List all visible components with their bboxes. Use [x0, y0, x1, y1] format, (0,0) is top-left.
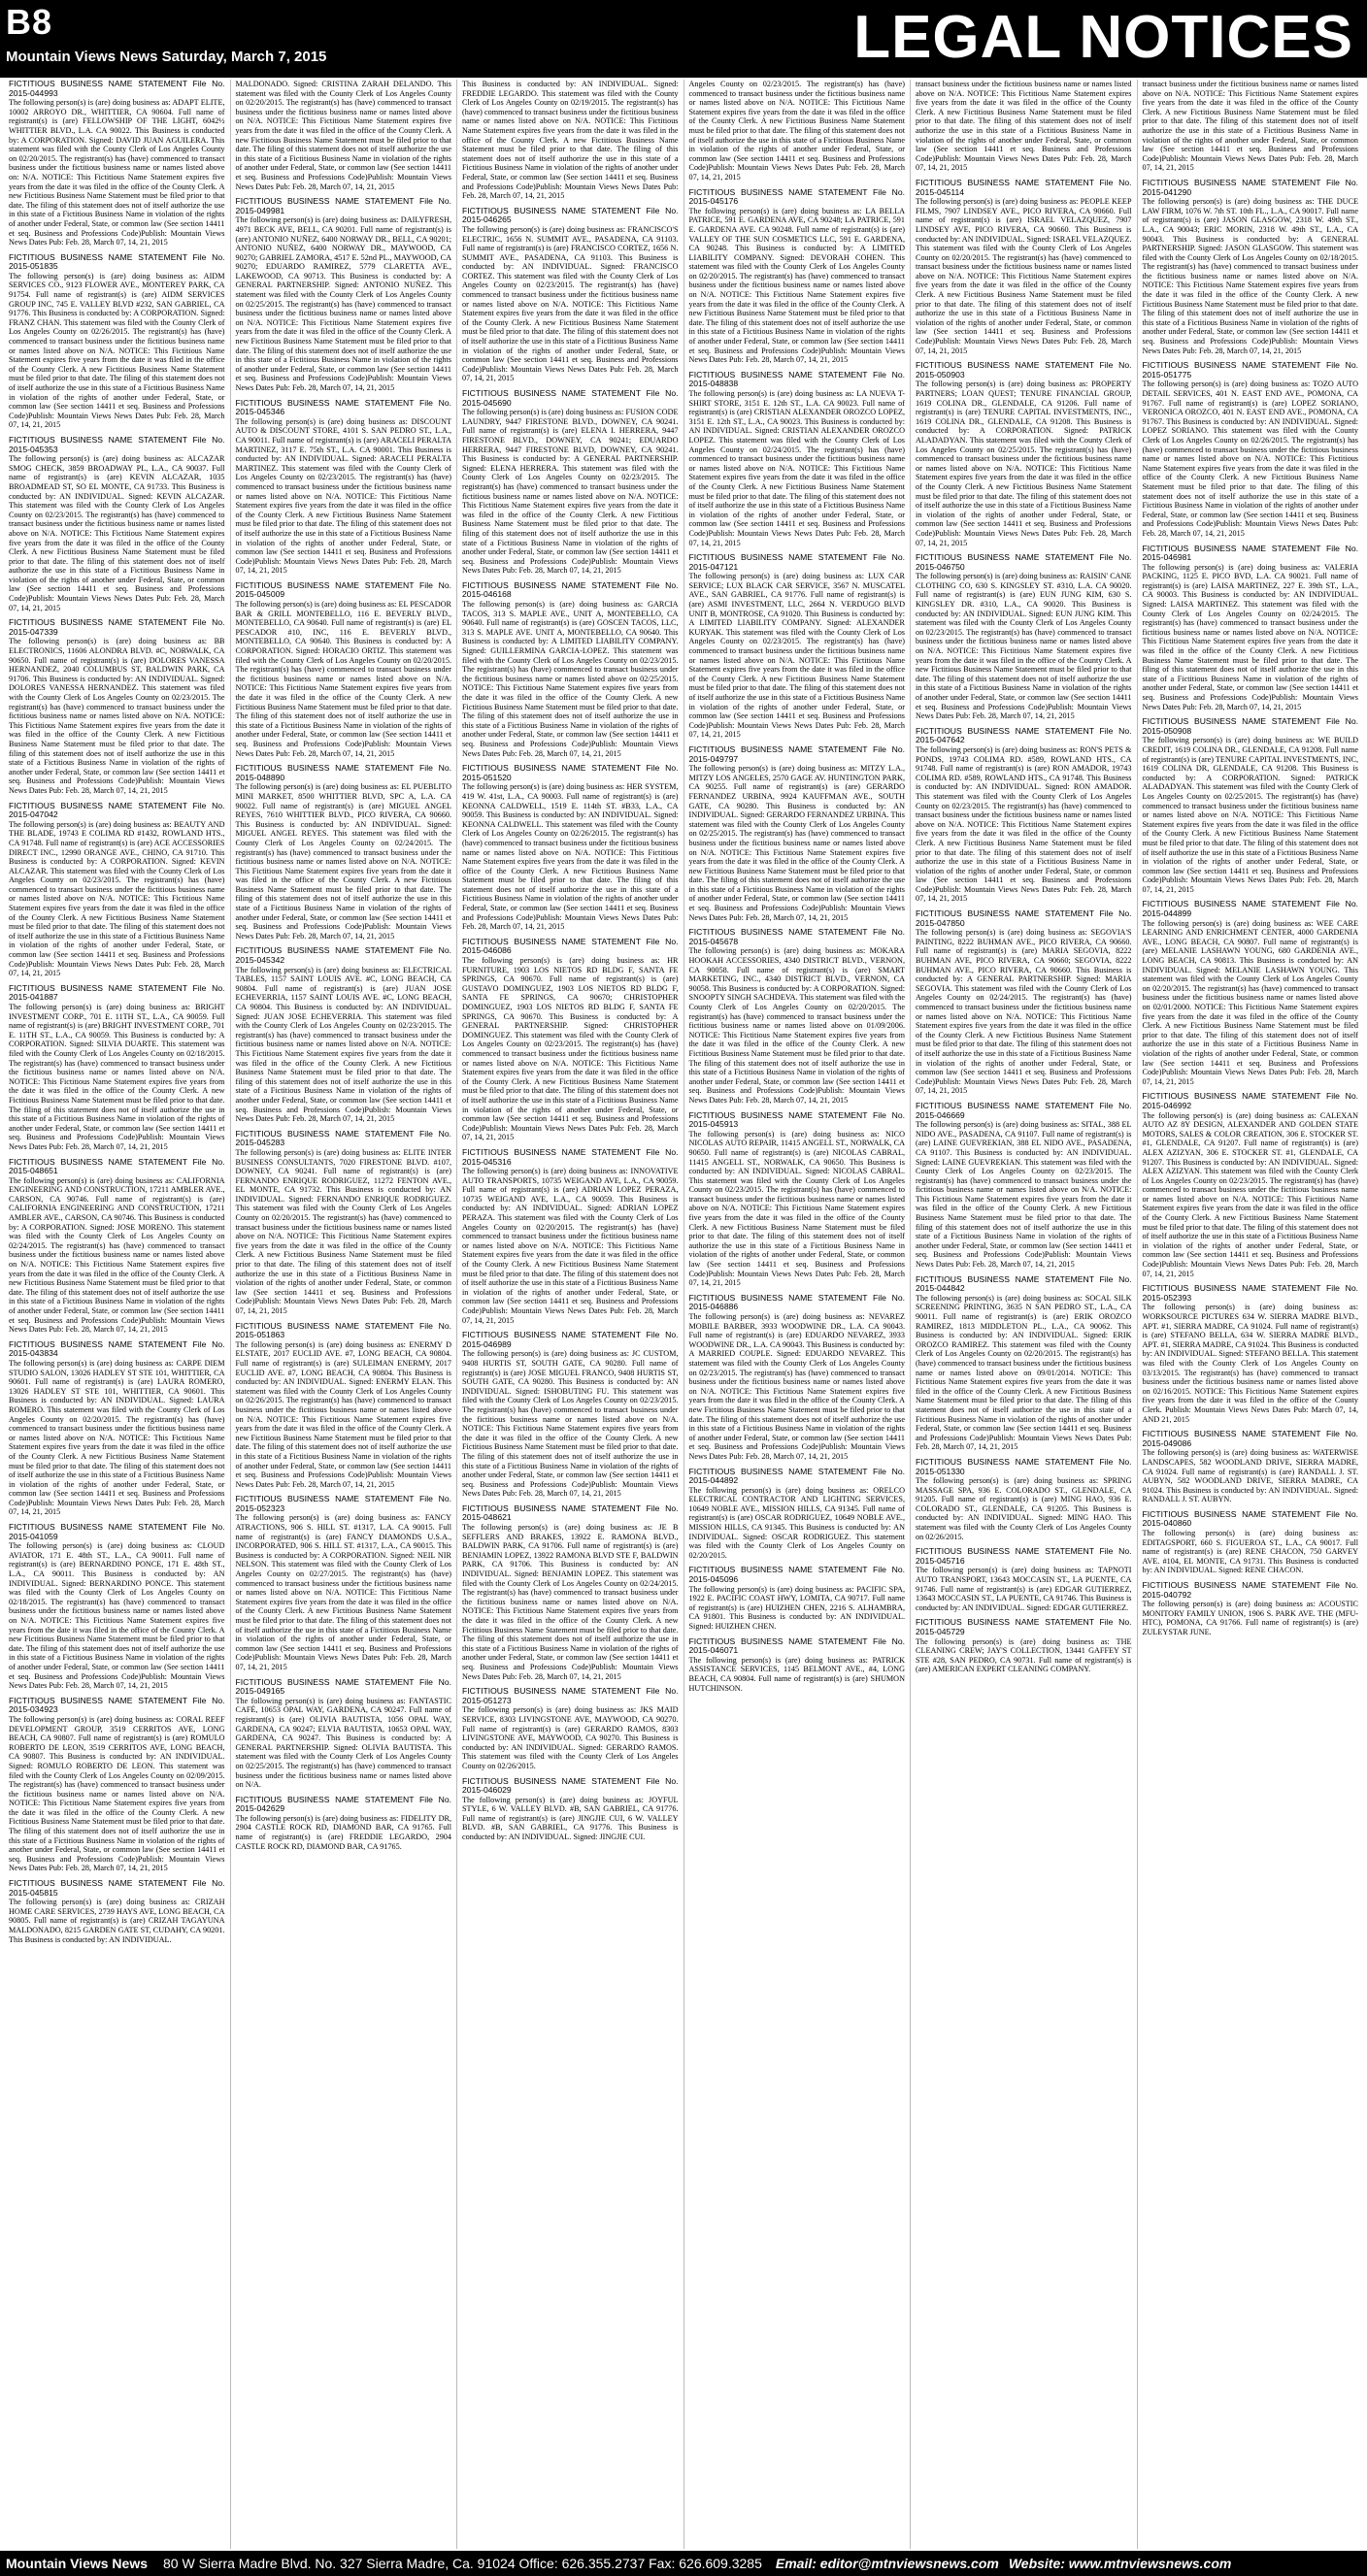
legal-notice [1143, 900, 1359, 1086]
notice-header: FICTITIOUS BUSINESS NAME STATEMENT File No. 2015-045342 [235, 945, 451, 966]
legal-notice [689, 188, 906, 365]
notice-body: The following person(s) is (are) doing business as: MOKARA HOOKAH ACCESSORIES, 4340 DISTRICT BLVD., VERNON, CA 90058. Full name of registrant(s) is (are) SMART MARKETING, INC., 4340 DISTRICT BLVD., VERNON, CA 90058. This Business is conducted by: A CORPORATION. Signed: SNOOPTY SINGH SACHDEVA. This statement was filed with the County Clerk of Los Angeles County on 02/20/2015. The registrant(s) has (have) commenced to transact business under the fictitious business name or names listed above on 01/09/2006. NOTICE: This Fictitious Name Statement expires five years from the date it was filed in the office of the County Clerk. A new Fictitious Business Name Statement must be filed prior to that date. The filing of this statement does not of itself authorize the use in this state of a Fictitious Business Name in violation of the rights of another under Federal, State, or common law (See section 14411 et seq. Business and Professions Code)Publish: Mountain Views News Dates Pub: Feb. 28, March 07, 14, 21, 2015 [688, 946, 905, 1105]
notice-body: The following person(s) is (are) doing business as: VALERIA PACKING, 1125 E. PICO BVD, L.A. CA 90021. Full name of registrant(s) is (are) LAISA MARTINEZ, 227 E. 39th ST., L.A., CA 90003. This Business is conducted by: AN INDIVIDUAL. Signed: LAISA MARTINEZ. This statement was filed with the County Clerk of Los Angeles County on 02/24/2015. The registrant(s) has (have) commenced to transact business under the fictitious business name or names listed above on N/A. NOTICE: This Fictitious Name Statement expires five years from the date it was filed in the office of the County Clerk. A new Fictitious Business Name Statement must be filed prior to that date. The filing of this statement does not of itself authorize the use in this state of a Fictitious Business Name in violation of the rights of another under Federal, State, or common law (See section 14411 et seq. Business and Professions Code)Publish: Mountain Views News Dates Pub: Feb. 28, March 07, 14, 21, 2015 [1142, 562, 1358, 711]
notice-header: FICTITIOUS BUSINESS NAME STATEMENT File No. 2015-045729 [916, 1617, 1132, 1636]
legal-notice [689, 80, 906, 182]
notice-body: The following person(s) is (are) doing business as: LUX CAR SERVICE; LUX BLACK CAR SERVICE, 3567 N. MUSCATEL AVE., SAN GABRIEL, CA 91776. Full name of registrant(s) is (are) ASMI INVESTMENT, LLC, 2664 N. VERDUGO BLVD UNIT B, MONTROSE, CA 91020. This Business is conducted by: A LIMITED LIABILITY COMPANY. Signed: ALEXANDER KURYAK. This statement was filed with the County Clerk of Los Angeles County on 02/23/2015. The registrant(s) has (have) commenced to transact business under the fictitious business name or names listed above on N/A. NOTICE: This Fictitious Name Statement expires five years from the date it was filed in the office of the County Clerk. A new Fictitious Business Name Statement must be filed prior to that date. The filing of this statement does not of itself authorize the use in this state of a Fictitious Business Name in violation of the rights of another under Federal, State, or common law (See section 14411 et seq. Business and Professions Code)Publish: Mountain Views News Dates Pub: Feb. 28, March 07, 14, 21, 2015 [688, 572, 905, 740]
notice-body: This Business is conducted by: AN INDIVIDUAL. Signed: FREDDIE LEGARDO. This statement was filed with the County Clerk of Los Angeles County on 02/19/2015. The registrant(s) has (have) commenced to transact business under the fictitious business name or names listed above on N/A. NOTICE: This Fictitious Name Statement expires five years from the date it was filed in the office of the County Clerk. A new Fictitious Business Name Statement must be filed prior to that date. The filing of this statement does not of itself authorize the use in this state of a Fictitious Business Name in violation of the rights of another under Federal, State, or common law (See section 14411 et seq. Business and Professions Code)Publish: Mountain Views News Dates Pub: Feb. 28, March 07, 14, 21, 2015 [462, 80, 679, 201]
notice-header: FICTITIOUS BUSINESS NAME STATEMENT File No. 2015-047642 [916, 725, 1132, 745]
notice-body: The following person(s) is (are) doing business as: FRANCISCO'S ELECTRIC, 1656 N. SUMMIT AVE., PASADENA, CA 91103. Full name of registrant(s) is (are) FRANCISCO CORTEZ, 1656 N. SUMMIT AVE., PASADENA, CA 91103. This Business is conducted by: AN INDIVIDUAL. Signed: FRANCISCO CORTEZ. This statement was filed with the County Clerk of Los Angeles County on 02/23/2015. The registrant(s) has (have) commenced to transact business under the fictitious business name or names listed above on N/A. NOTICE: This Fictitious Name Statement expires five years from the date it was filed in the office of the County Clerk. A new Fictitious Business Name Statement must be filed prior to that date. The filing of this statement does not of itself authorize the use in this state of a Fictitious Business Name in violation of the rights of another under Federal, State, or common law (See section 14411 et seq. Business and Professions Code)Publish: Mountain Views News Dates Pub: Feb. 28, March 07, 14, 21, 2015 [462, 224, 679, 383]
notice-body: The following person(s) is (are) doing business as: FANCY ATRACTIONS, 906 S. HILL ST. #1317, L.A. CA 90015. Full name of registrant(s) is (are) FANCY DIAMONDS U.S.A., INCORPORATED, 906 S. HILL ST. #1317, L.A., CA 90015. This Business is conducted by: A CORPORATION. Signed: NEIL NIR NELSON. This statement was filed with the County Clerk of Los Angeles County on 02/27/2015. The registrant(s) has (have) commenced to transact business under the fictitious business name or names listed above on N/A. NOTICE: This Fictitious Name Statement expires five years from the date it was filed in the office of the County Clerk. A new Fictitious Business Name Statement must be filed prior to that date. The filing of this statement does not of itself authorize the use in this state of a Fictitious Business Name in violation of the rights of another under Federal, State, or common law (See section 14411 et seq. Business and Professions Code)Publish: Mountain Views News Dates Pub: Feb. 28, March 07, 14, 21, 2015 [235, 1513, 451, 1671]
legal-notice [462, 80, 679, 201]
notice-column [4, 80, 231, 2549]
legal-notice [236, 399, 452, 576]
notice-header: FICTITIOUS BUSINESS NAME STATEMENT File No. 2015-046981 [1142, 543, 1358, 563]
notice-header: FICTITIOUS BUSINESS NAME STATEMENT File No. 2015-045114 [916, 177, 1132, 197]
notice-header: FICTITIOUS BUSINESS NAME STATEMENT File No. 2015-051863 [235, 1320, 451, 1340]
notice-header: FICTITIOUS BUSINESS NAME STATEMENT File No. 2015-047850 [916, 908, 1132, 928]
notice-body: The following person(s) is (are) doing business as: ACOUSTIC MONITORY FAMILY UNION, 1906 S. PARK AVE. THE (MFU-HTC), POMONA, CA 91766. Full name of registrant(s) is (are) ZULEYSTAR JUNE. [1142, 1600, 1358, 1636]
notice-body: The following person(s) is (are) doing business as: ORELCO ELECTRICAL CONTRACTOR AND LIGHTING SERVICES, 10649 NOBLE AVE., MISSION HILLS, CA 91345. Full name of registrant(s) is (are) OSCAR RODRIGUEZ, 10649 NOBLE AVE., MISSION HILLS, CA 91345. This Business is conducted by: AN INDIVIDUAL. Signed: OSCAR RODRIGUEZ. This statement was filed with the County Clerk of Los Angeles County on 02/20/2015. [688, 1485, 905, 1560]
notice-header: FICTITIOUS BUSINESS NAME STATEMENT File No. 2015-046886 [688, 1292, 905, 1312]
notice-header: FICTITIOUS BUSINESS NAME STATEMENT File No. 2015-052393 [1142, 1283, 1358, 1303]
legal-notice [1143, 179, 1359, 355]
footer-email[interactable]: Email: editor@mtnviewsnews.com [775, 2556, 999, 2571]
notice-column [231, 80, 458, 2549]
notice-body: The following person(s) is (are) doing business as: SITAL, 388 EL NIDO AVE., PASADENA, CA 91107. Full name of registrant(s) is (are) LAINE GUEVREKIAN, 388 EL NIDO AVE., PASADENA, CA 91107. This Business is conducted by: AN INDIVIDUAL. Signed: LAINE GUEVREKIAN. This statement was filed with the County Clerk of Los Angeles County on 02/23/2015. The registrant(s) has (have) commenced to transact business under the fictitious business name or names listed above on N/A. NOTICE: This Fictitious Name Statement expires five years from the date it was filed in the office of the County Clerk. A new Fictitious Business Name Statement must be filed prior to that date. The filing of this statement does not of itself authorize the use in this state of a Fictitious Business Name in violation of the rights of another under Federal, State, or common law (See section 14411 et seq. Business and Professions Code)Publish: Mountain Views News Dates Pub: Feb. 28, March 07, 14, 21, 2015 [916, 1120, 1132, 1270]
notice-header: FICTITIOUS BUSINESS NAME STATEMENT File No. 2015-045690 [462, 388, 679, 408]
legal-notice [1143, 80, 1359, 173]
legal-notice [689, 928, 906, 1105]
notice-body: The following person(s) is (are) doing business as: DISCOUNT AUTO & DISCOUNT STORE, 4101 S. SAN PEDRO ST., L.A., CA 90011. Full name of registrant(s) is (are) ARACELI PERALTA MARTINEZ, 3117 E. 75th ST., L.A. CA 90001. This Business is conducted by: AN INDIVIDUAL. Signed: ARACELI PERALTA MARTINEZ. This statement was filed with the County Clerk of Los Angeles County on 02/23/2015. The registrant(s) has (have) commenced to transact business under the fictitious business name or names listed above on N/A. NOTICE: This Fictitious Name Statement expires five years from the date it was filed in the office of the County Clerk. A new Fictitious Business Name Statement must be filed prior to that date. The filing of this statement does not of itself authorize the use in this state of a Fictitious Business Name in violation of the rights of another under Federal, State, or common law (See section 14411 et seq. Business and Professions Code)Publish: Mountain Views News Dates Pub: Feb. 28, March 07, 14, 21, 2015 [235, 416, 451, 576]
notice-body: The following person(s) is (are) doing business as: ELECTRICAL TABLES, 1157 SAINT LOUIS AVE. #C, LONG BEACH, CA 90804. Full name of registrant(s) is (are) JUAN JOSE ECHEVERRIA, 1157 SAINT LOUIS AVE. #C, LONG BEACH, CA 90804. This Business is conducted by: AN INDIVIDUAL. Signed: JUAN JOSE ECHEVERRIA. This statement was filed with the County Clerk of Los Angeles County on 02/23/2015. The registrant(s) has (have) commenced to transact business under the fictitious business name or names listed above on N/A. NOTICE: This Fictitious Name Statement expires five years from the date it was filed in the office of the County Clerk. A new Fictitious Business Name Statement must be filed prior to that date. The filing of this statement does not of itself authorize the use in this state of a Fictitious Business Name in violation of the rights of another under Federal, State, or common law (See section 14411 et seq. Business and Professions Code)Publish: Mountain Views News Dates Pub: Feb. 28, March 07, 14, 21, 2015 [235, 965, 451, 1124]
notice-header: FICTITIOUS BUSINESS NAME STATEMENT File No. 2015-045096 [688, 1565, 905, 1585]
legal-notice [462, 1148, 679, 1325]
legal-notice [916, 909, 1132, 1096]
notice-header: FICTITIOUS BUSINESS NAME STATEMENT File No. 2015-052323 [235, 1494, 451, 1513]
legal-notice [689, 1637, 906, 1694]
legal-notice [236, 1495, 452, 1671]
notice-body: The following person(s) is (are) doing business as: PACIFIC SPA, 1922 E. PACIFIC COAST HWY, LOMITA, CA 90717. Full name of registrant(s) is (are) HUIZHEN CHEN, 2216 S. ALHAMBRA, CA 91801. This Business is conducted by: AN INDIVIDUAL. Signed: HUIZHEN CHEN. [688, 1584, 905, 1631]
legal-notice [689, 1468, 906, 1561]
notice-header: FICTITIOUS BUSINESS NAME STATEMENT File No. 2015-044899 [1142, 899, 1358, 919]
legal-notice [9, 984, 225, 1152]
notice-header: FICTITIOUS BUSINESS NAME STATEMENT File No. 2015-046168 [462, 579, 679, 600]
legal-notice [1143, 1092, 1359, 1278]
notice-body: The following person(s) is (are) doing business as: AIDM SERVICES CO., 9123 FLOWER AVE., MONTEREY PARK, CA 91754. Full name of registrant(s) is (are) AIDM SERVICES GROUP INC, 745 E. VALLEY BLVD #232, SAN GABRIEL, CA 91776. This Business is conducted by: A CORPORATION. Signed: FRANZ CHAN. This statement was filed with the County Clerk of Los Angeles County on 02/26/2015. The registrant(s) has (have) commenced to transact business under the fictitious business name or names listed above on N/A. NOTICE: This Fictitious Name Statement expires five years from the date it was filed in the office of the County Clerk. A new Fictitious Business Name Statement must be filed prior to that date. The filing of this statement does not of itself authorize the use in this state of a Fictitious Business Name in violation of the rights of another under Federal, State, or common law (See section 14411 et seq. Business and Professions Code)Publish: Mountain Views News Dates Pub: Feb. 28, March 07, 14, 21, 2015 [9, 271, 225, 430]
notice-body: The following person(s) is (are) doing business as: LA NUEVA T-SHIRT STORE, 3151 E. 12th ST., L.A. CA 90023. Full name of registrant(s) is (are) CRISTIAN ALEXANDER OROZCO LOPEZ, 3151 E. 12th ST., L.A., CA 90023. This Business is conducted by: AN INDIVIDUAL. Signed: CRISTIAN ALEXANDER OROZCO LOPEZ. This statement was filed with the County Clerk of Los Angeles County on 02/24/2015. The registrant(s) has (have) commenced to transact business under the fictitious business name or names listed above on N/A. NOTICE: This Fictitious Name Statement expires five years from the date it was filed in the office of the County Clerk. A new Fictitious Business Name Statement must be filed prior to that date. The filing of this statement does not of itself authorize the use in this state of a Fictitious Business Name in violation of the rights of another under Federal, State, or common law (See section 14411 et seq. Business and Professions Code)Publish: Mountain Views News Dates Pub: Feb. 28, March 07, 14, 21, 2015 [688, 389, 905, 547]
notice-body: The following person(s) is (are) doing business as: PATRICK ASSISTANCE SERVICES, 1145 BELMONT AVE., #4, LONG BEACH, CA 90804. Full name of registrant(s) is (are) SHUMON HUTCHINSON. [688, 1655, 905, 1693]
notice-header: FICTITIOUS BUSINESS NAME STATEMENT File No. 2015-046992 [1142, 1091, 1358, 1110]
legal-notice [916, 80, 1132, 173]
notice-body: The following person(s) is (are) doing business as: LA BELLA PATRICE, 591 E. GARDENA AVE, CA 90248; LA PATRICE, 591 E. GARDENA AVE. CA 90248. Full name of registrant(s) is (are) VALLEY OF THE SUN COSMETICS LLC, 591 E. GARDENA, CA 90248. This Business is conducted by: A LIMITED LIABILITY COMPANY. Signed: DEVORAH COHEN. This statement was filed with the County Clerk of Los Angeles County on 02/20/2015. The registrant(s) has (have) commenced to transact business under the fictitious business name or names listed above on N/A. NOTICE: This Fictitious Name Statement expires five years from the date it was filed in the office of the County Clerk. A new Fictitious Business Name Statement must be filed prior to that date. The filing of this statement does not of itself authorize the use in this state of a Fictitious Business Name in violation of the rights of another under Federal, State, or common law (See section 14411 et seq. Business and Professions Code)Publish: Mountain Views News Dates Pub: Feb. 28, March 07, 14, 21, 2015 [688, 206, 905, 365]
notice-body: The following person(s) is (are) doing business as: CORAL REEF DEVELOPMENT GROUP, 3519 CERRITOS AVE, LONG BEACH, CA 90807. Full name of registrant(s) is (are) ROMULO ROBERTO DE LEON, 3519 CERRITOS AVE, LONG BEACH, CA 90807. This Business is conducted by: AN INDIVIDUAL. Signed: ROMULO ROBERTO DE LEON. This statement was filed with the County Clerk of Los Angeles County on 02/09/2015. The registrant(s) has (have) commenced to transact business under the fictitious business name or names listed above on N/A. NOTICE: This Fictitious Name Statement expires five years from the date it was filed in the office of the County Clerk. A new Fictitious Business Name Statement must be filed prior to that date. The filing of this statement does not of itself authorize the use in this state of a Fictitious Business Name in violation of the rights of another under Federal, State, or common law (See section 14411 et seq. Business and Professions Code)Publish: Mountain Views News Dates Pub: Feb. 28, March 07, 14, 21, 2015 [9, 1714, 225, 1873]
notice-body: The following person(s) is (are) doing business as: BEAUTY AND THE BLADE, 19743 E COLIMA RD #1432, ROWLAND HTS., CA 91748. Full name of registrant(s) is (are) ACE ACCESSORIES DIRECT INC., 12990 ORANGE AVE., CHINO, CA 91710. This Business is conducted by: A CORPORATION. Signed: KEVIN ALCAZAR. This statement was filed with the County Clerk of Los Angeles County on 02/23/2015. The registrant(s) has (have) commenced to transact business under the fictitious business name or names listed above on N/A. NOTICE: This Fictitious Name Statement expires five years from the date it was filed in the office of the County Clerk. A new Fictitious Business Name Statement must be filed prior to that date. The filing of this statement does not of itself authorize the use in this state of a Fictitious Business Name in violation of the rights of another under Federal, State, or common law (See section 14411 et seq. Business and Professions Code)Publish: Mountain Views News Dates Pub: Feb. 28, March 07, 14, 21, 2015 [9, 819, 225, 978]
notice-body: The following person(s) is (are) doing business as: THE CLEANING CREW; JAY'S COLLECTION, 13441 GAFFEY ST STE #28, SAN PEDRO, CA 90731. Full name of registrant(s) is (are) AMERICAN EXPERT CLEANING COMPANY. [916, 1636, 1132, 1674]
notice-header: FICTITIOUS BUSINESS NAME STATEMENT File No. 2015-041059 [9, 1522, 225, 1541]
notice-body: The following person(s) is (are) doing business as: NEVAREZ MOBILE BARBER, 3933 WOODWINE DR., L.A. CA 90043. Full name of registrant(s) is (are) EDUARDO NEVAREZ, 3933 WOODWINE DR., L.A. CA 90043. This Business is conducted by: A MARRIED COUPLE. Signed: EDUARDO NEVAREZ. This statement was filed with the County Clerk of Los Angeles County on 02/23/2015. The registrant(s) has (have) commenced to transact business under the fictitious business name or names listed above on N/A. NOTICE: This Fictitious Name Statement expires five years from the date it was filed in the office of the County Clerk. A new Fictitious Business Name Statement must be filed prior to that date. The filing of this statement does not of itself authorize the use in this state of a Fictitious Business Name in violation of the rights of another under Federal, State, or common law (See section 14411 et seq. Business and Professions Code)Publish: Mountain Views News Dates Pub: Feb. 28, March 07, 14, 21, 2015 [688, 1312, 905, 1461]
legal-notice [462, 1687, 679, 1770]
legal-notice [9, 802, 225, 978]
legal-notice [462, 581, 679, 758]
legal-notice [689, 1111, 906, 1288]
legal-notice [462, 1331, 679, 1499]
legal-notice [236, 1796, 452, 1852]
page-number: B8 [6, 2, 53, 42]
notice-header: FICTITIOUS BUSINESS NAME STATEMENT File No. 2015-049165 [235, 1676, 451, 1697]
notice-body: The following person(s) is (are) doing business as: CARPE DIEM STUDIO SALON, 13026 HADLEY ST STE 101, WHITTIER, CA 90601. Full name of registrant(s) is (are) LAURA ROMERO, 13026 HADLEY ST STE 101, WHITTIER, CA 90601. This Business is conducted by: AN INDIVIDUAL. Signed: LAURA ROMERO. This statement was filed with the County Clerk of Los Angeles County on 02/20/2015. The registrant(s) has (have) commenced to transact business under the fictitious business name or names listed above on N/A. NOTICE: This Fictitious Name Statement expires five years from the date it was filed in the office of the County Clerk. A new Fictitious Business Name Statement must be filed prior to that date. The filing of this statement does not of itself authorize the use in this state of a Fictitious Business Name in violation of the rights of another under Federal, State, or common law (See section 14411 et seq. Business and Professions Code)Publish: Mountain Views News Dates Pub: Feb. 28, March 07, 14, 21, 2015 [9, 1358, 225, 1517]
notice-header: FICTITIOUS BUSINESS NAME STATEMENT File No. 2015-050903 [916, 360, 1132, 380]
notice-header: FICTITIOUS BUSINESS NAME STATEMENT File No. 2015-047339 [9, 617, 225, 637]
notice-header: FICTITIOUS BUSINESS NAME STATEMENT File No. 2015-045913 [688, 1109, 905, 1130]
notice-header: FICTITIOUS BUSINESS NAME STATEMENT File No. 2015-045353 [9, 434, 225, 454]
notice-header: FICTITIOUS BUSINESS NAME STATEMENT File No. 2015-045283 [235, 1128, 451, 1148]
legal-notice [462, 764, 679, 932]
masthead [0, 0, 1367, 78]
notice-body: The following person(s) is (are) doing business as: WE BUILD CREDIT, 1619 COLINA DR., GLENDALE, CA 91208. Full name of registrant(s) is (are) TENURE CAPITAL INVESTMENTS, INC, 1619 COLINA DR, GLENDALE, CA 91208. This Business is conducted by: A CORPORATION. Signed: PATRICK ALADADYAN. This statement was filed with the County Clerk of Los Angeles County on 02/25/2015. The registrant(s) has (have) commenced to transact business under the fictitious business name or names listed above on N/A. NOTICE: This Fictitious Name Statement expires five years from the date it was filed in the office of the County Clerk. A new Fictitious Business Name Statement must be filed prior to that date. The filing of this statement does not of itself authorize the use in this state of a Fictitious Business Name in violation of the rights of another under Federal, State, or common law (See section 14411 et seq. Business and Professions Code)Publish: Mountain Views News Dates Pub: Feb. 28, March 07, 14, 21, 2015 [1142, 736, 1358, 894]
notice-body: The following person(s) is (are) doing business as: WEE CARE LEARNING AND ENRICHMENT CENTER, 4000 GARDENIA AVE., LONG BEACH, CA 90807. Full name of registrant(s) is (are) MELANIE LASHAWN YOUNG, 680 GARDENIA AVE., LONG BEACH, CA 90813. This Business is conducted by: AN INDIVIDUAL. Signed: MELANIE LASHAWN YOUNG. This statement was filed with the County Clerk of Los Angeles County on 02/20/2015. The registrant(s) has (have) commenced to transact business under the fictitious business name or names listed above on 02/01/2000. NOTICE: This Fictitious Name Statement expires five years from the date it was filed in the office of the County Clerk. A new Fictitious Business Name Statement must be filed prior to that date. The filing of this statement does not of itself authorize the use in this state of a Fictitious Business Name in violation of the rights of another under Federal, State, or common law (See section 14411 et seq. Business and Professions Code)Publish: Mountain Views News Dates Pub: Feb. 28, March 07, 14, 21, 2015 [1142, 918, 1358, 1086]
notice-header: FICTITIOUS BUSINESS NAME STATEMENT File No. 2015-044892 [688, 1466, 905, 1486]
notice-header: FICTITIOUS BUSINESS NAME STATEMENT File No. 2015-044842 [916, 1273, 1132, 1294]
notice-body: The following person(s) is (are) doing business as: TOZO AUTO DETAIL SERVICES, 401 N. EAST END AVE., POMONA, CA 91767. Full name of registrant(s) is (are) LOPEZ SORIANO, VERONICA OROZCO, 401 N. EAST END AVE., POMONA, CA 91767. This Business is conducted by: AN INDIVIDUAL. Signed: LOPEZ SORIANO. This statement was filed with the County Clerk of Los Angeles County on 02/26/2015. The registrant(s) has (have) commenced to transact business under the fictitious business name or names listed above on N/A. NOTICE: This Fictitious Name Statement expires five years from the date it was filed in the office of the County Clerk. A new Fictitious Business Name Statement must be filed prior to that date. The filing of this statement does not of itself authorize the use in this state of a Fictitious Business Name in violation of the rights of another under Federal, State, or common law (See section 14411 et seq. Business and Professions Code)Publish: Mountain Views News Dates Pub: Feb. 28, March 07, 14, 21, 2015 [1142, 380, 1358, 538]
notice-header: FICTITIOUS BUSINESS NAME STATEMENT File No. 2015-046086 [462, 936, 679, 956]
notice-body: The following person(s) is (are) doing business as: MITZY L.A., MITZY LOS ANGELES, 2570 GAGE AV. HUNTINGTON PARK, CA 90255. Full name of registrant(s) is (are) GERARDO FERNANDEZ URBINA, 9924 KAUFFMAN AVE., SOUTH GATE, CA 90280. This Business is conducted by: AN INDIVIDUAL. Signed: GERARDO FERNANDEZ URBINA. This statement was filed with the County Clerk of Los Angeles County on 02/25/2015. The registrant(s) has (have) commenced to transact business under the fictitious business name or names listed above on N/A. NOTICE: This Fictitious Name Statement expires five years from the date it was filed in the office of the County Clerk. A new Fictitious Business Name Statement must be filed prior to that date. The filing of this statement does not of itself authorize the use in this state of a Fictitious Business Name in violation of the rights of another under Federal, State, or common law (See section 14411 et seq. Business and Professions Code)Publish: Mountain Views News Dates Pub: Feb. 28, March 07, 14, 21, 2015 [688, 764, 905, 922]
notice-header: FICTITIOUS BUSINESS NAME STATEMENT File No. 2015-049086 [1142, 1429, 1358, 1448]
notice-header: FICTITIOUS BUSINESS NAME STATEMENT File No. 2015-041290 [1142, 177, 1358, 197]
notice-header: FICTITIOUS BUSINESS NAME STATEMENT File No. 2015-051520 [462, 763, 679, 782]
legal-notice [916, 1458, 1132, 1541]
notice-body: The following person(s) is (are) doing business as: SPRING MASSAGE SPA, 936 E. COLORADO ST., GLENDALE, CA 91205. Full name of registrant(s) is (are) MING HAO, 936 E. COLORADO ST., GLENDALE, CA 91205. This Business is conducted by: AN INDIVIDUAL. Signed: MING HAO. This statement was filed with the County Clerk of Los Angeles County on 02/26/2015. [916, 1476, 1132, 1541]
notice-header: FICTITIOUS BUSINESS NAME STATEMENT File No. 2015-048651 [9, 1156, 225, 1176]
notice-header: FICTITIOUS BUSINESS NAME STATEMENT File No. 2015-040860 [1142, 1508, 1358, 1529]
notice-body: The following person(s) is (are) doing business as: WATERWISE LANDSCAPES, 582 WOODLAND DRIVE, SIERRA MADRE, CA 91024. Full name of registrant(s) is (are) RANDALL J. ST. AUBYN, 582 WOODLAND DRIVE, SIERRA MADRE, CA 91024. This Business is conducted by: AN INDIVIDUAL. Signed: RANDALL J. ST. AUBYN. [1142, 1448, 1358, 1504]
notice-header: FICTITIOUS BUSINESS NAME STATEMENT File No. 2015-046750 [916, 552, 1132, 572]
legal-notice [462, 1777, 679, 1842]
notice-body: The following person(s) is (are) doing business as: EDITAGSPORT, 660 S. FIGUEROA ST., L.A., CA 90017. Full name of registrant(s) is (are) RENE CHACON, 750 GARVEY AVE. #104, EL MONTE, CA 91731. This Business is conducted by: AN INDIVIDUAL. Signed: RENE CHACON. [1142, 1529, 1358, 1575]
paper-name-date: Mountain Views News Saturday, March 7, 2015 [6, 49, 327, 65]
legal-notice [689, 371, 906, 547]
legal-notice [462, 207, 679, 383]
legal-notice [916, 179, 1132, 355]
notice-body: The following person(s) is (are) doing business as: GARCIA TACOS, 313 S. MAPLE AVE., UNIT A, MONTEBELLO, CA 90640. Full name of registrant(s) is (are) GOSCEN TACOS, LLC, 313 S. MAPLE AVE. UNIT A, MONTEBELLO, CA 90640. This Business is conducted by: A LIMITED LIABILITY COMPANY. Signed: GUILLERMINA GARCIA-LOPEZ. This statement was filed with the County Clerk of Los Angeles County on 02/23/2015. The registrant(s) has (have) commenced to transact business under the fictitious business name or names listed above on 02/25/2015. NOTICE: This Fictitious Name Statement expires five years from the date it was filed in the office of the County Clerk. A new Fictitious Business Name Statement must be filed prior to that date. The filing of this statement does not of itself authorize the use in this state of a Fictitious Business Name in violation of the rights of another under Federal, State, or common law (See section 14411 et seq. Business and Professions Code)Publish: Mountain Views News Dates Pub: Feb. 28, March 07, 14, 21, 2015 [462, 600, 679, 758]
legal-notice [236, 80, 452, 191]
notice-header: FICTITIOUS BUSINESS NAME STATEMENT File No. 2015-034923 [9, 1695, 225, 1715]
notice-body: The following person(s) is (are) doing business as: FIDELITY DR, 2904 CASTLE ROCK RD, DIAMOND BAR, CA 91765. Full name of registrant(s) is (are) FREDDIE LEGARDO, 2904 CASTLE ROCK RD, DIAMOND BAR, CA 91765. [235, 1813, 451, 1851]
legal-notice [916, 727, 1132, 904]
notice-header: FICTITIOUS BUSINESS NAME STATEMENT File No. 2015-047121 [688, 552, 905, 572]
notice-header: FICTITIOUS BUSINESS NAME STATEMENT File No. 2015-051775 [1142, 360, 1358, 380]
notice-body: transact business under the fictitious business name or names listed above on N/A. NOTICE: This Fictitious Name Statement expires five years from the date it was filed in the office of the County Clerk. A new Fictitious Business Name Statement must be filed prior to that date. The filing of this statement does not of itself authorize the use in this state of a Fictitious Business Name in violation of the rights of another under Federal, State, or common law (See section 14411 et seq. Business and Professions Code)Publish: Mountain Views News Dates Pub: Feb. 28, March 07, 14, 21, 2015 [1142, 80, 1358, 173]
legal-notice [9, 1523, 225, 1691]
legal-notice [1143, 1581, 1359, 1637]
notice-header: FICTITIOUS BUSINESS NAME STATEMENT File No. 2015-040792 [1142, 1580, 1358, 1600]
notice-body: The following person(s) is (are) doing business as: RAISIN' CANE CLOTHING CO, 630 S. KINGSLEY ST. #310, L.A. CA 90020. Full name of registrant(s) is (are) EUN JUNG KIM, 630 S. KINGSLEY DR. #310, L.A., CA 90020. This Business is conducted by: AN INDIVIDUAL. Signed: EUN JUNG KIM. This statement was filed with the County Clerk of Los Angeles County on 02/23/2015. The registrant(s) has (have) commenced to transact business under the fictitious business name or names listed above on N/A. NOTICE: This Fictitious Name Statement expires five years from the date it was filed in the office of the County Clerk. A new Fictitious Business Name Statement must be filed prior to that date. The filing of this statement does not of itself authorize the use in this state of a Fictitious Business Name in violation of the rights of another under Federal, State, or common law (See section 14411 et seq. Business and Professions Code)Publish: Mountain Views News Dates Pub: Feb. 28, March 07, 14, 21, 2015 [916, 572, 1132, 721]
legal-notice [9, 253, 225, 430]
notice-header: FICTITIOUS BUSINESS NAME STATEMENT File No. 2015-048838 [688, 369, 905, 389]
notice-body: The following person(s) is (are) doing business as: PROPERTY PARTNERS; LOAN QUEST; TENURE FINANCIAL GROUP, 1619 COLINA DR., GLENDALE, CA 91206. Full name of registrant(s) is (are) TENURE CAPITAL INVESTMENTS, INC., 1619 COLINA DR., GLENDALE, CA 91208. This Business is conducted by: A CORPORATION. Signed: PATRICK ALADADYAN. This statement was filed with the County Clerk of Los Angeles County on 02/25/2015. The registrant(s) has (have) commenced to transact business under the fictitious business name or names listed above on N/A. NOTICE: This Fictitious Name Statement expires five years from the date it was filed in the office of the County Clerk. A new Fictitious Business Name Statement must be filed prior to that date. The filing of this statement does not of itself authorize the use in this state of a Fictitious Business Name in violation of the rights of another under Federal, State, or common law (See section 14411 et seq. Business and Professions Code)Publish: Mountain Views News Dates Pub: Feb. 28, March 07, 14, 21, 2015 [916, 380, 1132, 547]
notice-header: FICTITIOUS BUSINESS NAME STATEMENT File No. 2015-043834 [9, 1338, 225, 1359]
notice-header: FICTITIOUS BUSINESS NAME STATEMENT File No. 2015-050908 [1142, 716, 1358, 736]
legal-notice [9, 1340, 225, 1517]
notice-body: The following person(s) is (are) doing business as: HER SYSTEM, 419 W. 41st, L.A., CA 90003. Full name of registrant(s) is (are) KEONNA CALDWELL, 1519 E. 114th ST. #B33, L.A., CA 90059. This Business is conducted by: AN INDIVIDUAL. Signed: KEONNA CALDWELL. This statement was filed with the County Clerk of Los Angeles County on 02/26/2015. The registrant(s) has (have) commenced to transact business under the fictitious business name or names listed above on N/A. NOTICE: This Fictitious Name Statement expires five years from the date it was filed in the office of the County Clerk. A new Fictitious Business Name Statement must be filed prior to that date. The filing of this statement does not of itself authorize the use in this state of a Fictitious Business Name in violation of the rights of another under Federal, State, or common law (See section 14411 et seq. Business and Professions Code)Publish: Mountain Views News Dates Pub: Feb. 28, March 07, 14, 21, 2015 [462, 782, 679, 932]
notice-body: The following person(s) is (are) doing business as: SEGOVIA'S PAINTING, 8222 BUHMAN AVE., PICO RIVERA, CA 90660. Full name of registrant(s) is (are) MARIA SEGOVIA, 8222 BUHMAN AVE, PICO RIVERA, CA 90660; SEGOVIA, 8222 BUHMAN AVE., PICO RIVERA, CA 90660. This Business is conducted by: A GENERAL PARTNERSHIP. Signed: MARIA SEGOVIA. This statement was filed with the County Clerk of Los Angeles County on 02/24/2015. The registrant(s) has (have) commenced to transact business under the fictitious business name or names listed above on N/A. NOTICE: This Fictitious Name Statement expires five years from the date it was filed in the office of the County Clerk. A new Fictitious Business Name Statement must be filed prior to that date. The filing of this statement does not of itself authorize the use in this state of a Fictitious Business Name in violation of the rights of another under Federal, State, or common law (See section 14411 et seq. Business and Professions Code)Publish: Mountain Views News Dates Pub: Feb. 28, March 07, 14, 21, 2015 [916, 928, 1132, 1096]
notice-body: The following person(s) is (are) doing business as: FUSION CODE LAUNDRY, 9447 FIRESTONE BLVD., DOWNEY, CA 90241. Full name of registrant(s) is (are) ELENA I. HERRERA, 9447 FIRESTONE BLVD., DOWNEY, CA 90241; EDUARDO HERRERA, 9447 FIRESTONE BLVD, DOWNEY, CA 90241. This Business is conducted by: A GENERAL PARTNERSHIP. Signed: ELENA HERRERA. This statement was filed with the County Clerk of Los Angeles County on 02/23/2015. The registrant(s) has (have) commenced to transact business under the fictitious business name or names listed above on N/A. NOTICE: This Fictitious Name Statement expires five years from the date it was filed in the office of the County Clerk. A new Fictitious Business Name Statement must be filed prior to that date. The filing of this statement does not of itself authorize the use in this state of a Fictitious Business Name in violation of the rights of another under Federal, State, or common law (See section 14411 et seq. Business and Professions Code)Publish: Mountain Views News Dates Pub: Feb. 28, March 07, 14, 21, 2015 [462, 408, 679, 576]
notice-header: FICTITIOUS BUSINESS NAME STATEMENT File No. 2015-045678 [688, 927, 905, 946]
legal-notice [462, 1504, 679, 1681]
notice-body: The following person(s) is (are) doing business as: WORKSOURCE PICTURES 634 W. SIERRA MADRE BLVD., APT. #1, SIERRA MADRE, CA 91024. Full name of registrant(s) is (are) STEFANO BELLA, 634 W. SIERRA MADRE BLVD., APT. #1, SIERRA MADRE, CA 91024. This Business is conducted by: AN INDIVIDUAL. Signed: STEFANO BELLA. This statement was filed with the County Clerk of Los Angeles County on 03/13/2015. The registrant(s) has (have) commenced to transact business under the fictitious business name or names listed above on 02/16/2015. NOTICE: This Fictitious Name Statement expires five years from the date it was filed in the office of the County Clerk. Publish: Mountain Views News Dates Pub: March 07, 14, AND 21, 2015 [1142, 1303, 1358, 1424]
notice-body: The following person(s) is (are) doing business as: BB ELECTRONICS, 11606 ALONDRA BLVD. #C, NORWALK, CA 90650. Full name of registrant(s) is (are) DOLORES VANESSA HERNANDEZ, 2040 COLUMBUS ST, BALDWIN PARK, CA 91706. This Business is conducted by: AN INDIVIDUAL. Signed: DOLORES VANESSA HERNANDEZ. This statement was filed with the County Clerk of Los Angeles County on 02/23/2015. The registrant(s) has (have) commenced to transact business under the fictitious business name or names listed above on N/A. NOTICE: This Fictitious Name Statement expires five years from the date it was filed in the office of the County Clerk. A new Fictitious Business Name Statement must be filed prior to that date. The filing of this statement does not of itself authorize the use in this state of a Fictitious Business Name in violation of the rights of another under Federal, State, or common law (See section 14411 et seq. Business and Professions Code)Publish: Mountain Views News Dates Pub: Feb. 28, March 07, 14, 21, 2015 [9, 637, 225, 795]
notice-body: The following person(s) is (are) doing business as: ADAPT ELITE, 10002 ARROYO DR., WHITTIER, CA 90604. Full name of registrant(s) is (are) FELLOWSHIP OF THE LIGHT, 6042½ WHITTIER BLVD., L.A. CA 90022. This Business is conducted by: A CORPORATION. Signed: DAVID JUAN AGUILERA. This statement was filed with the County Clerk of Los Angeles County on 02/20/2015. The registrant(s) has (have) commenced to transact business under the fictitious business name or names listed above on: N/A. NOTICE: This Fictitious Name Statement expires five years from the date it was filed in the office of the County Clerk. A new Fictitious Business Name Statement must be filed prior to that date. The filing of this statement does not of itself authorize the use in this state of a Fictitious Business Name in violation of the rights of another under Federal, State, or common law (See section 14411 et seq. Business and Professions Code)Publish: Mountain Views News Dates Pub: Feb. 28, March 07, 14, 21, 2015 [9, 98, 225, 248]
legal-notice [689, 745, 906, 922]
notice-body: The following person(s) is (are) doing business as: DAILYFRESH, 4971 BECK AVE, BELL, CA 90201. Full name of registrant(s) is (are) ANTONIO NUÑEZ, 6400 NORWAY DR., BELL, CA 90201; ANTONIO NUÑEZ, 6400 NORWAY DR., MAYWOOD, CA 90270; GABRIEL ZAMORA, 4517 E. 52nd PL., MAYWOOD, CA 90270; EDUARDO RAMIREZ, 5779 CLARETTA AVE., LAKEWOOD, CA 90713. This Business is conducted by: A GENERAL PARTNERSHIP. Signed: ANTONIO NUÑEZ. This statement was filed with the County Clerk of Los Angeles County on 02/25/2015. The registrant(s) has (have) commenced to transact business under the fictitious business name or names listed above on N/A. NOTICE: This Fictitious Name Statement expires five years from the date it was filed in the office of the County Clerk. A new Fictitious Business Name Statement must be filed prior to that date. The filing of this statement does not of itself authorize the use in this state of a Fictitious Business Name in violation of the rights of another under Federal, State, or common law (See section 14411 et seq. Business and Professions Code)Publish: Mountain Views News Dates Pub: Feb. 28, March 07, 14, 21, 2015 [235, 215, 452, 392]
notice-header: FICTITIOUS BUSINESS NAME STATEMENT File No. 2015-051835 [9, 251, 225, 272]
footer-website[interactable]: Website: www.mtnviewsnews.com [1008, 2556, 1232, 2571]
notice-header: FICTITIOUS BUSINESS NAME STATEMENT File No. 2015-044993 [9, 80, 225, 98]
notice-body: The following person(s) is (are) doing business as: THE DUCE LAW FIRM, 1076 W. 7th ST. 10th FL., L.A., CA 90017. Full name of registrant(s) is (are) JASON GLASGOW, 2318 W. 49th ST., L.A., CA 90043; ERIC MORIN, 2318 W. 49th ST., L.A., CA 90043. This Business is conducted by: A GENERAL PARTNERSHIP. Signed: JASON GLASGOW. This statement was filed with the County Clerk of Los Angeles County on 02/18/2015. The registrant(s) has (have) commenced to transact business under the fictitious business name or names listed above on N/A. NOTICE: This Fictitious Name Statement expires five years from the date it was filed in the office of the County Clerk. A new Fictitious Business Name Statement must be filed prior to that date. The filing of this statement does not of itself authorize the use in this state of a Fictitious Business Name in violation of the rights of another under Federal, State, or common law (See section 14411 et seq. Business and Professions Code)Publish: Mountain Views News Dates Pub: Feb. 28, March 07, 14, 21, 2015 [1142, 197, 1358, 355]
notice-header: FICTITIOUS BUSINESS NAME STATEMENT File No. 2015-046029 [462, 1775, 679, 1796]
notice-header: FICTITIOUS BUSINESS NAME STATEMENT File No. 2015-045716 [916, 1546, 1132, 1566]
legal-notice [236, 581, 452, 758]
legal-notice [1143, 361, 1359, 538]
legal-notice [9, 1879, 225, 1944]
notice-body: MALDONADO. Signed: CRISTINA ZARAH DELANDO. This statement was filed with the County Clerk of Los Angeles County on 02/20/2015. The registrant(s) has (have) commenced to transact business under the fictitious business name or names listed above on N/A. NOTICE: This Fictitious Name Statement expires five years from the date it was filed in the office of the County Clerk. A new Fictitious Business Name Statement must be filed prior to that date. The filing of this statement does not of itself authorize the use in this state of a Fictitious Business Name in violation of the rights of another under Federal, State, or common law (See section 14411 et seq. Business and Professions Code)Publish: Mountain Views News Dates Pub: Feb. 28, March 07, 14, 21, 2015 [235, 80, 451, 191]
notice-body: The following person(s) is (are) doing business as: CLOUD AVIATOR, 171 E. 48th ST., L.A., CA 90011. Full name of registrant(s) is (are) BERNARDINO PONCE, 171 E. 48th ST., L.A., CA 90011. This Business is conducted by: AN INDIVIDUAL. Signed: BERNARDINO PONCE. This statement was filed with the County Clerk of Los Angeles County on 02/18/2015. The registrant(s) has (have) commenced to transact business under the fictitious business name or names listed above on N/A. NOTICE: This Fictitious Name Statement expires five years from the date it was filed in the office of the County Clerk. A new Fictitious Business Name Statement must be filed prior to that date. The filing of this statement does not of itself authorize the use in this state of a Fictitious Business Name in violation of the rights of another under Federal, State, or common law (See section 14411 et seq. Business and Professions Code)Publish: Mountain Views News Dates Pub: Feb. 28, March 07, 14, 21, 2015 [9, 1541, 225, 1691]
notice-body: The following person(s) is (are) doing business as: JOYFUL STYLE, 6 W. VALLEY BLVD. #B, SAN GABRIEL, CA 91776. Full name of registrant(s) is (are) JINGJIE CUI, 6 W. VALLEY BLVD. #B, SAN GABRIEL, CA 91776. This Business is conducted by: AN INDIVIDUAL. Signed: JINGJIE CUI. [462, 1795, 679, 1842]
notice-body: The following person(s) is (are) doing business as: JKS MAID SERVICE, 8303 LIVINGSTONE AVE, MAYWOOD, CA 90270. Full name of registrant(s) is (are) GERARDO RAMOS, 8303 LIVINGSTONE AVE, MAYWOOD, CA 90270. This Business is conducted by: AN INDIVIDUAL. Signed: GERARDO RAMOS. This statement was filed with the County Clerk of Los Angeles County on 02/26/2015. [462, 1705, 679, 1770]
legal-notice [9, 80, 225, 248]
legal-notice [236, 1322, 452, 1490]
notice-body: The following person(s) is (are) doing business as: JE B SEFFLERS AND BRAKES, 13922 E. RAMONA BLVD., BALDWIN PARK, CA 91706. Full name of registrant(s) is (are) BENJAMIN LOPEZ, 13922 RAMONA BLVD STE F, BALDWIN PARK, CA 91706. This Business is conducted by: AN INDIVIDUAL. Signed: BENJAMIN LOPEZ. This statement was filed with the County Clerk of Los Angeles County on 02/24/2015. The registrant(s) has (have) commenced to transact business under the fictitious business name or names listed above on N/A. NOTICE: This Fictitious Name Statement expires five years from the date it was filed in the office of the County Clerk. A new Fictitious Business Name Statement must be filed prior to that date. The filing of this statement does not of itself authorize the use in this state of a Fictitious Business Name in violation of the rights of another under Federal, State, or common law (See section 14411 et seq. Business and Professions Code)Publish: Mountain Views News Dates Pub: Feb. 28, March 07, 14, 21, 2015 [462, 1523, 679, 1681]
notice-header: FICTITIOUS BUSINESS NAME STATEMENT File No. 2015-046669 [916, 1100, 1132, 1120]
section-title: LEGAL NOTICES [853, 4, 1353, 71]
notice-header: FICTITIOUS BUSINESS NAME STATEMENT File No. 2015-045346 [235, 397, 451, 417]
legal-notice [916, 1618, 1132, 1674]
notice-body: The following person(s) is (are) doing business as: ALCAZAR SMOG CHECK, 3859 BROADWAY PL, L.A., CA 90037. Full name of registrant(s) is (are) KEVIN ALCAZAR, 1035 BROADMEAD ST, SO EL MONTE, CA 91733. This Business is conducted by: AN INDIVIDUAL. Signed: KEVIN ALCAZAR. This statement was filed with the County Clerk of Los Angeles County on 02/23/2015. The registrant(s) has (have) commenced to transact business under the fictitious business name or names listed above on N/A. NOTICE: This Fictitious Name Statement expires five years from the date it was filed in the office of the County Clerk. A new Fictitious Business Name Statement must be filed prior to that date. The filing of this statement does not of itself authorize the use in this state of a Fictitious Business Name in violation of the rights of another under Federal, State, or common law (See section 14411 et seq. Business and Professions Code)Publish: Mountain Views News Dates Pub: Feb. 28, March 07, 14, 21, 2015 [9, 454, 225, 612]
notice-header: FICTITIOUS BUSINESS NAME STATEMENT File No. 2015-045176 [688, 186, 905, 207]
notice-body: The following person(s) is (are) doing business as: RON'S PETS & PONDS, 19743 COLIMA RD. #589, ROWLAND HTS., CA 91748. Full name of registrant(s) is (are) RON AMADOR, 19743 COLIMA RD. #589, ROWLAND HTS., CA 91748. This Business is conducted by: AN INDIVIDUAL. Signed: RON AMADOR. This statement was filed with the County Clerk of Los Angeles County on 02/23/2015. The registrant(s) has (have) commenced to transact business under the fictitious business name or names listed above on N/A. NOTICE: This Fictitious Name Statement expires five years from the date it was filed in the office of the County Clerk. A new Fictitious Business Name Statement must be filed prior to that date. The filing of this statement does not of itself authorize the use in this state of a Fictitious Business Name in violation of the rights of another under Federal, State, or common law (See section 14411 et seq. Business and Professions Code)Publish: Mountain Views News Dates Pub: Feb. 28, March 07, 14, 21, 2015 [916, 744, 1132, 904]
notice-body: The following person(s) is (are) doing business as: CALEXAN AUTO AZ 8Y DESIGN, ALEXANDER AND GOLDEN STATE MOTORS, SALES & COLOR CREATION, 306 E. STOCKER ST. #1, GLENDALE, CA 91207. Full name of registrant(s) is (are) ALEX AZIZYAN, 306 E. STOCKER ST. #1, GLENDALE, CA 91207. This Business is conducted by: AN INDIVIDUAL. Signed: ALEX AZIZYAN. This statement was filed with the County Clerk of Los Angeles County on 02/23/2015. The registrant(s) has (have) commenced to transact business under the fictitious business name or names listed above on N/A. NOTICE: This Fictitious Name Statement expires five years from the date it was filed in the office of the County Clerk. A new Fictitious Business Name Statement must be filed prior to that date. The filing of this statement does not of itself authorize the use in this state of a Fictitious Business Name in violation of the rights of another under Federal, State, or common law (See section 14411 et seq. Business and Professions Code)Publish: Mountain Views News Dates Pub: Feb. 28, March 07, 14, 21, 2015 [1142, 1110, 1358, 1278]
notice-header: FICTITIOUS BUSINESS NAME STATEMENT File No. 2015-045009 [235, 579, 451, 600]
legal-notice [1143, 1430, 1359, 1504]
footer-address: 80 W Sierra Madre Blvd. No. 327 Sierra Madre, Ca. 91024 Office: 626.355.2737 Fax: 626.609.3285 [163, 2556, 762, 2571]
notice-header: FICTITIOUS BUSINESS NAME STATEMENT File No. 2015-049981 [235, 196, 451, 215]
legal-notice [236, 1130, 452, 1316]
notice-body: The following person(s) is (are) doing business as: HR FURNITURE, 1903 LOS NIETOS RD BLDG F, SANTA FE SPRINGS, CA 90670. Full name of registrant(s) is (are) GUSTAVO DOMINGUEZ, 1903 LOS NIETOS RD BLDG F, SANTA FE SPRINGS, CA 90670; CHRISTOPHER DOMINGUEZ, 1903 LOS NIETOS RD BLDG F, SANTA FE SPRINGS, CA 90670. This Business is conducted by: A GENERAL PARTNERSHIP. Signed: CHRISTOPHER DOMINGUEZ. This statement was filed with the County Clerk of Los Angeles County on 02/23/2015. The registrant(s) has (have) commenced to transact business under the fictitious business name or names listed above on N/A. NOTICE: This Fictitious Name Statement expires five years from the date it was filed in the office of the County Clerk. A new Fictitious Business Name Statement must be filed prior to that date. The filing of this statement does not of itself authorize the use in this state of a Fictitious Business Name in violation of the rights of another under Federal, State, or common law (See section 14411 et seq. Business and Professions Code)Publish: Mountain Views News Dates Pub: Feb. 28, March 07, 14, 21, 2015 [462, 956, 679, 1142]
notice-body: The following person(s) is (are) doing business as: CALIFORNIA ENGINEERING AND CONSTRUCTION, 17211 AMBLER AVE., CARSON, CA 90746. Full name of registrant(s) is (are) CALIFORNIA ENGINEERING AND CONSTRUCTION, 17211 AMBLER AVE., CARSON, CA 90746. This Business is conducted by: A CORPORATION. Signed: JOSE MORENO. This statement was filed with the County Clerk of Los Angeles County on 02/24/2015. The registrant(s) has (have) commenced to transact business under the fictitious business name or names listed above on N/A. NOTICE: This Fictitious Name Statement expires five years from the date it was filed in the office of the County Clerk. A new Fictitious Business Name Statement must be filed prior to that date. The filing of this statement does not of itself authorize the use in this state of a Fictitious Business Name in violation of the rights of another under Federal, State, or common law (See section 14411 et seq. Business and Professions Code)Publish: Mountain Views News Dates Pub: Feb. 28, March 07, 14, 21, 2015 [9, 1175, 225, 1335]
notice-header: FICTITIOUS BUSINESS NAME STATEMENT File No. 2015-051273 [462, 1686, 679, 1705]
footer-paper-name: Mountain Views News [6, 2556, 148, 2571]
legal-notice [236, 1678, 452, 1790]
notice-header: FICTITIOUS BUSINESS NAME STATEMENT File No. 2015-048621 [462, 1503, 679, 1523]
notice-header: FICTITIOUS BUSINESS NAME STATEMENT File No. 2015-046989 [462, 1330, 679, 1349]
legal-notice [462, 938, 679, 1142]
notice-column [457, 80, 684, 2549]
notice-columns [4, 80, 1363, 2549]
notice-body: The following person(s) is (are) doing business as: INNOVATIVE AUTO TRANSPORTS, 10735 WEIGAND AVE, L.A., CA 90059. Full name of registrant(s) is (are) ADRIAN LOPEZ PERAZA, 10735 WEIGAND AVE, L.A., CA 90059. This Business is conducted by: AN INDIVIDUAL. Signed: ADRIAN LOPEZ PERAZA. This statement was filed with the County Clerk of Los Angeles County on 02/20/2015. The registrant(s) has (have) commenced to transact business under the fictitious business name or names listed above on N/A. NOTICE: This Fictitious Name Statement expires five years from the date it was filed in the office of the County Clerk. A new Fictitious Business Name Statement must be filed prior to that date. The filing of this statement does not of itself authorize the use in this state of a Fictitious Business Name in violation of the rights of another under Federal, State, or common law (See section 14411 et seq. Business and Professions Code)Publish: Mountain Views News Dates Pub: Feb. 28, March 07, 14, 21, 2015 [462, 1167, 679, 1325]
legal-notice [916, 361, 1132, 547]
notice-body: The following person(s) is (are) doing business as: TAPNOTI AUTO TRANSPORT, 13643 MOCCASIN ST., LA PUENTE, CA 91746. Full name of registrant(s) is (are) EDGAR GUTIERREZ, 13643 MOCCASIN ST., LA PUENTE, CA 91746. This Business is conducted by: AN INDIVIDUAL. Signed: EDGAR GUTIERREZ. [916, 1566, 1132, 1612]
legal-notice [689, 1566, 906, 1631]
notice-body: The following person(s) is (are) doing business as: PEOPLE KEEP FILMS, 7907 LINDSEY AVE., PICO RIVERA, CA 90660. Full name of registrant(s) is (are) ISRAEL VELAZQUEZ, 7907 LINDSEY AVE, PICO RIVERA, CA 90660. This Business is conducted by: AN INDIVIDUAL. Signed: ISRAEL VELAZQUEZ. This statement was filed with the County Clerk of Los Angeles County on 02/20/2015. The registrant(s) has (have) commenced to transact business under the fictitious business name or names listed above on N/A. NOTICE: This Fictitious Name Statement expires five years from the date it was filed in the office of the County Clerk. A new Fictitious Business Name Statement must be filed prior to that date. The filing of this statement does not of itself authorize the use in this state of a Fictitious Business Name in violation of the rights of another under Federal, State, or common law (See section 14411 et seq. Business and Professions Code)Publish: Mountain Views News Dates Pub: Feb. 28, March 07, 14, 21, 2015 [916, 197, 1132, 355]
notice-column [1138, 80, 1364, 2549]
notice-header: FICTITIOUS BUSINESS NAME STATEMENT File No. 2015-045316 [462, 1146, 679, 1167]
notice-body: The following person(s) is (are) doing business as: FANTASTIC CAFÉ, 10653 OPAL WAY, GARDENA, CA 90247. Full name of registrant(s) is (are) OLIVIA BAUTISTA, 1056 OPAL WAY, GARDENA, CA 90247; ELVIA BAUTISTA, 10653 OPAL WAY, GARDENA, CA 90247. This Business is conducted by: A GENERAL PARTNERSHIP. Signed: OLIVIA BAUTISTA. This statement was filed with the County Clerk of Los Angeles County on 02/25/2015. The registrant(s) has (have) commenced to transact business under the fictitious business name or names listed above on N/A. [235, 1696, 451, 1790]
legal-notice [236, 197, 452, 392]
legal-notice [916, 1547, 1132, 1612]
legal-notice [236, 946, 452, 1123]
notice-body: The following person(s) is (are) doing business as: CRIZAH HOME CARE SERVICES, 2739 HAYS AVE, LONG BEACH, CA 90805. Full name of registrant(s) is (are) CRIZAH TAGAYUNA MALDONADO, 8215 GARDEN GATE ST, CUDAHY, CA 90201. This Business is conducted by: AN INDIVIDUAL. [9, 1898, 225, 1944]
legal-notice [236, 764, 452, 941]
notice-column [911, 80, 1138, 2549]
legal-notice [1143, 1284, 1359, 1424]
legal-notice [1143, 1510, 1359, 1575]
legal-notice [1143, 717, 1359, 894]
notice-body: The following person(s) is (are) doing business as: ELITE INTER BUSINESS CONSULTANTS, 7020 FIRESTONE BLVD. #107, DOWNEY, CA 90241. Full name of registrant(s) is (are) FERNANDO ENRIQUE RODRIGUEZ, 11272 FENTON AVE., EL MONTE, CA 91732. This Business is conducted by: AN INDIVIDUAL. Signed: FERNANDO ENRIQUE RODRIGUEZ. This statement was filed with the County Clerk of Los Angeles County on 02/20/2015. The registrant(s) has (have) commenced to transact business under the fictitious business name or names listed above on N/A. NOTICE: This Fictitious Name Statement expires five years from the date it was filed in the office of the County Clerk. A new Fictitious Business Name Statement must be filed prior to that date. The filing of this statement does not of itself authorize the use in this state of a Fictitious Business Name in violation of the rights of another under Federal, State, or common law (See section 14411 et seq. Business and Professions Code)Publish: Mountain Views News Dates Pub: Feb. 28, March 07, 14, 21, 2015 [235, 1147, 451, 1315]
notice-body: Angeles County on 02/23/2015. The registrant(s) has (have) commenced to transact business under the fictitious business name or names listed above on N/A. NOTICE: This Fictitious Name Statement expires five years from the date it was filed in the office of the County Clerk. A new Fictitious Business Name Statement must be filed prior to that date. The filing of this statement does not of itself authorize the use in this state of a Fictitious Business Name in violation of the rights of another under Federal, State, or common law (See section 14411 et seq. Business and Professions Code)Publish: Mountain Views News Dates Pub: Feb. 28, March 07, 14, 21, 2015 [688, 80, 905, 182]
legal-notice [689, 553, 906, 740]
notice-header: FICTITIOUS BUSINESS NAME STATEMENT File No. 2015-045815 [9, 1878, 225, 1898]
legal-notice [1143, 545, 1359, 712]
notice-body: The following person(s) is (are) doing business as: EL PESCADOR BAR & GRILL MONTEBELLO, 116 E. BEVERLY BLVD., MONTEBELLO, CA 90640. Full name of registrant(s) is (are) EL PESCADOR #10, INC, 116 E. BEVERLY BLVD., MONTEBELLO, CA 90640. This Business is conducted by: A CORPORATION. Signed: HORACIO ORTIZ. This statement was filed with the County Clerk of Los Angeles County on 02/20/2015. The registrant(s) has (have) commenced to transact business under the fictitious business name or names listed above on N/A. NOTICE: This Fictitious Name Statement expires five years from the date it was filed in the office of the County Clerk. A new Fictitious Business Name Statement must be filed prior to that date. The filing of this statement does not of itself authorize the use in this state of a Fictitious Business Name in violation of the rights of another under Federal, State, or common law (See section 14411 et seq. Business and Professions Code)Publish: Mountain Views News Dates Pub: Feb. 28, March 07, 14, 21, 2015 [235, 600, 451, 758]
legal-notice [9, 1697, 225, 1873]
legal-notice [9, 618, 225, 795]
legal-notice [9, 436, 225, 612]
notice-body: transact business under the fictitious business name or names listed above on N/A. NOTICE: This Fictitious Name Statement expires five years from the date it was filed in the office of the County Clerk. A new Fictitious Business Name Statement must be filed prior to that date. The filing of this statement does not of itself authorize the use in this state of a Fictitious Business Name in violation of the rights of another under Federal, State, or common law (See section 14411 et seq. Business and Professions Code)Publish: Mountain Views News Dates Pub: Feb. 28, March 07, 14, 21, 2015 [916, 80, 1132, 173]
legal-notice [916, 1275, 1132, 1452]
legal-notice [916, 1102, 1132, 1270]
notice-header: FICTITIOUS BUSINESS NAME STATEMENT File No. 2015-042629 [235, 1794, 451, 1814]
notice-header: FICTITIOUS BUSINESS NAME STATEMENT File No. 2015-041887 [9, 982, 225, 1003]
page-footer [0, 2551, 1367, 2576]
notice-column [684, 80, 912, 2549]
notice-header: FICTITIOUS BUSINESS NAME STATEMENT File No. 2015-046071 [688, 1635, 905, 1656]
legal-notice [462, 389, 679, 576]
notice-header: FICTITIOUS BUSINESS NAME STATEMENT File No. 2015-047042 [9, 800, 225, 820]
notice-body: The following person(s) is (are) doing business as: ENERMY D ELSTATE, 2017 EUCLID AVE. #7, LONG BEACH, CA 90804. Full name of registrant(s) is (are) SULEIMAN ENERMY, 2017 EUCLID AVE. #7, LONG BEACH, CA 90804. This Business is conducted by: AN INDIVIDUAL. Signed: ENERMY ELAN. This statement was filed with the County Clerk of Los Angeles County on 02/26/2015. The registrant(s) has (have) commenced to transact business under the fictitious business name or names listed above on N/A. NOTICE: This Fictitious Name Statement expires five years from the date it was filed in the office of the County Clerk. A new Fictitious Business Name Statement must be filed prior to that date. The filing of this statement does not of itself authorize the use in this state of a Fictitious Business Name in violation of the rights of another under Federal, State, or common law (See section 14411 et seq. Business and Professions Code)Publish: Mountain Views News Dates Pub: Feb. 28, March 07, 14, 21, 2015 [235, 1339, 451, 1489]
notice-header: FICTITIOUS BUSINESS NAME STATEMENT File No. 2015-048890 [235, 763, 451, 782]
notice-header: FICTITIOUS BUSINESS NAME STATEMENT File No. 2015-049797 [688, 743, 905, 764]
notice-body: The following person(s) is (are) doing business as: JC CUSTOM, 9408 HURTIS ST, SOUTH GATE, CA 90280. Full name of registrant(s) is (are) JOSE MIGUEL FRANCO, 9408 HURTIS ST, SOUTH GATE, CA 90280. This Business is conducted by: AN INDIVIDUAL. Signed: ISHOBUTING FU. This statement was filed with the County Clerk of Los Angeles County on 02/23/2015. The registrant(s) has (have) commenced to transact business under the fictitious business name or names listed above on N/A. NOTICE: This Fictitious Name Statement expires five years from the date it was filed in the office of the County Clerk. A new Fictitious Business Name Statement must be filed prior to that date. The filing of this statement does not of itself authorize the use in this state of a Fictitious Business Name in violation of the rights of another under Federal, State, or common law (See section 14411 et seq. Business and Professions Code)Publish: Mountain Views News Dates Pub: Feb. 28, March 07, 14, 21, 2015 [462, 1349, 679, 1499]
legal-notice [689, 1294, 906, 1462]
notice-body: The following person(s) is (are) doing business as: SOCAL SILK SCREENING PRINTING, 3635 N SAN PEDRO ST., L.A., CA 90011. Full name of registrant(s) is (are) ERIK OROZCO RAMIREZ, 1813 MIDDLETON PL., L.A., CA 90062. This Business is conducted by: AN INDIVIDUAL. Signed: ERIK OROZCO RAMIREZ. This statement was filed with the County Clerk of Los Angeles County on 02/20/2015. The registrant(s) has (have) commenced to transact business under the fictitious business name or names listed above on 09/01/2014. NOTICE: This Fictitious Name Statement expires five years from the date it was filed in the office of the County Clerk. A new Fictitious Business Name Statement must be filed prior to that date. The filing of this statement does not of itself authorize the use in this state of a Fictitious Business Name in violation of the rights of another under Federal, State, or common law (See section 14411 et seq. Business and Professions Code)Publish: Mountain Views News Dates Pub: Feb. 28, March 07, 14, 21, 2015 [916, 1293, 1132, 1452]
notice-header: FICTITIOUS BUSINESS NAME STATEMENT File No. 2015-046265 [462, 205, 679, 225]
legal-notice [916, 553, 1132, 721]
notice-body: The following person(s) is (are) doing business as: EL PUEBLITO MINI MARKET, 8500 WHITTIER BLVD, SPC A, L.A. CA 90022. Full name of registrant(s) is (are) MIGUEL ANGEL REYES, 7610 WHITTIER BLVD., PICO RIVERA, CA 90660. This Business is conducted by: AN INDIVIDUAL. Signed: MIGUEL ANGEL REYES. This statement was filed with the County Clerk of Los Angeles County on 02/24/2015. The registrant(s) has (have) commenced to transact business under the fictitious business name or names listed above on N/A. NOTICE: This Fictitious Name Statement expires five years from the date it was filed in the office of the County Clerk. A new Fictitious Business Name Statement must be filed prior to that date. The filing of this statement does not of itself authorize the use in this state of a Fictitious Business Name in violation of the rights of another under Federal, State, or common law (See section 14411 et seq. Business and Professions Code)Publish: Mountain Views News Dates Pub: Feb. 28, March 07, 14, 21, 2015 [235, 782, 451, 941]
notice-header: FICTITIOUS BUSINESS NAME STATEMENT File No. 2015-051330 [916, 1456, 1132, 1476]
notice-body: The following person(s) is (are) doing business as: BRIGHT INVESTMENT CORP., 701 E. 11TH ST., L.A., CA 90059. Full name of registrant(s) is (are) BRIGHT INVESTMENT CORP., 701 E. 11TH ST., L.A., CA 90059. This Business is conducted by: A CORPORATION. Signed: SILVIA DUARTE. This statement was filed with the County Clerk of Los Angeles County on 02/18/2015. The registrant(s) has (have) commenced to transact business under the fictitious business name or names listed above on N/A. NOTICE: This Fictitious Name Statement expires five years from the date it was filed in the office of the County Clerk. A new Fictitious Business Name Statement must be filed prior to that date. The filing of this statement does not of itself authorize the use in this state of a Fictitious Business Name in violation of the rights of another under Federal, State, or common law (See section 14411 et seq. Business and Professions Code)Publish: Mountain Views News Dates Pub: Feb. 28, March 07, 14, 21, 2015 [9, 1003, 225, 1151]
notice-body: The following person(s) is (are) doing business as: NICO NICOLAS AUTO REPAIR, 11415 ANGELL ST., NORWALK, CA 90650. Full name of registrant(s) is (are) NICOLAS CABRAL, 11415 ANGELL ST., NORWALK, CA 90650. This Business is conducted by: AN INDIVIDUAL. Signed: NICOLAS CABRAL. This statement was filed with the County Clerk of Los Angeles County on 02/23/2015. The registrant(s) has (have) commenced to transact business under the fictitious business name or names listed above on N/A. NOTICE: This Fictitious Name Statement expires five years from the date it was filed in the office of the County Clerk. A new Fictitious Business Name Statement must be filed prior to that date. The filing of this statement does not of itself authorize the use in this state of a Fictitious Business Name in violation of the rights of another under Federal, State, or common law (See section 14411 et seq. Business and Professions Code)Publish: Mountain Views News Dates Pub: Feb. 28, March 07, 14, 21, 2015 [688, 1129, 905, 1288]
legal-notice [9, 1158, 225, 1335]
